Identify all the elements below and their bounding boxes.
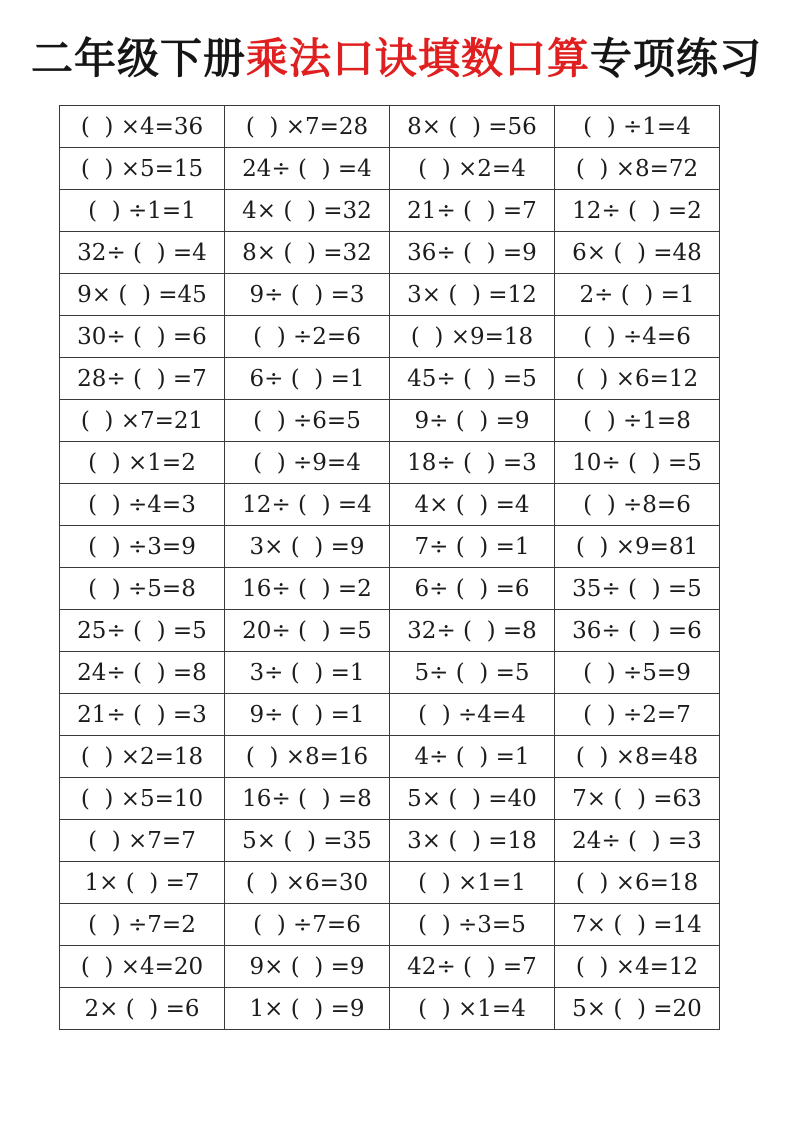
problem-cell: 20÷ ( ) =5	[225, 610, 390, 652]
problem-cell: ( ) ÷3=9	[60, 526, 225, 568]
table-row	[60, 400, 720, 442]
page-title	[0, 34, 793, 84]
problem-cell: ( ) ×6=12	[555, 358, 720, 400]
problem-cell: 9÷ ( ) =9	[390, 400, 555, 442]
problem-cell: 32÷ ( ) =8	[390, 610, 555, 652]
table-row	[60, 526, 720, 568]
table-row	[60, 862, 720, 904]
problem-cell: ( ) ×4=36	[60, 106, 225, 148]
table-row	[60, 610, 720, 652]
problem-cell: ( ) ×6=30	[225, 862, 390, 904]
problem-cell: 28÷ ( ) =7	[60, 358, 225, 400]
problem-cell: ( ) ÷5=9	[555, 652, 720, 694]
problem-cell: 2× ( ) =6	[60, 988, 225, 1030]
problem-cell: 1× ( ) =7	[60, 862, 225, 904]
problem-cell: ( ) ÷1=4	[555, 106, 720, 148]
problem-cell: 5× ( ) =40	[390, 778, 555, 820]
table-row	[60, 778, 720, 820]
problem-cell: 6÷ ( ) =1	[225, 358, 390, 400]
problem-cell: ( ) ÷1=8	[555, 400, 720, 442]
problem-cell: 25÷ ( ) =5	[60, 610, 225, 652]
problem-cell: 30÷ ( ) =6	[60, 316, 225, 358]
problem-cell: 36÷ ( ) =6	[555, 610, 720, 652]
problems-table-body	[60, 106, 720, 1030]
table-row	[60, 988, 720, 1030]
problem-cell: 7× ( ) =14	[555, 904, 720, 946]
problem-cell: 8× ( ) =32	[225, 232, 390, 274]
problem-cell: 8× ( ) =56	[390, 106, 555, 148]
problems-table	[59, 105, 720, 1030]
title-prefix: 二年级下册	[30, 35, 246, 82]
title-highlight: 乘法口诀填数口算	[245, 35, 590, 82]
problem-cell: 5÷ ( ) =5	[390, 652, 555, 694]
table-row	[60, 232, 720, 274]
problem-cell: 21÷ ( ) =3	[60, 694, 225, 736]
title-suffix: 专项练习	[590, 35, 763, 82]
table-row	[60, 484, 720, 526]
problem-cell: ( ) ×4=20	[60, 946, 225, 988]
problem-cell: 10÷ ( ) =5	[555, 442, 720, 484]
problem-cell: ( ) ×4=12	[555, 946, 720, 988]
problem-cell: 9× ( ) =9	[225, 946, 390, 988]
table-row	[60, 904, 720, 946]
problem-cell: 21÷ ( ) =7	[390, 190, 555, 232]
table-row	[60, 442, 720, 484]
problem-cell: ( ) ÷4=4	[390, 694, 555, 736]
problem-cell: ( ) ÷8=6	[555, 484, 720, 526]
problem-cell: 12÷ ( ) =4	[225, 484, 390, 526]
table-row	[60, 568, 720, 610]
problem-cell: ( ) ×6=18	[555, 862, 720, 904]
problem-cell: 3× ( ) =18	[390, 820, 555, 862]
problem-cell: 16÷ ( ) =8	[225, 778, 390, 820]
table-row	[60, 694, 720, 736]
problem-cell: ( ) ×8=72	[555, 148, 720, 190]
problem-cell: ( ) ÷7=6	[225, 904, 390, 946]
problem-cell: ( ) ÷7=2	[60, 904, 225, 946]
table-row	[60, 736, 720, 778]
problem-cell: ( ) ÷2=6	[225, 316, 390, 358]
problem-cell: ( ) ÷2=7	[555, 694, 720, 736]
problem-cell: 3× ( ) =12	[390, 274, 555, 316]
problem-cell: ( ) ×7=28	[225, 106, 390, 148]
problem-cell: 7÷ ( ) =1	[390, 526, 555, 568]
table-row	[60, 148, 720, 190]
problem-cell: ( ) ÷9=4	[225, 442, 390, 484]
problem-cell: ( ) ×2=18	[60, 736, 225, 778]
table-row	[60, 316, 720, 358]
table-row	[60, 946, 720, 988]
problem-cell: 1× ( ) =9	[225, 988, 390, 1030]
problem-cell: 12÷ ( ) =2	[555, 190, 720, 232]
problem-cell: 24÷ ( ) =4	[225, 148, 390, 190]
problem-cell: 2÷ ( ) =1	[555, 274, 720, 316]
problem-cell: 3× ( ) =9	[225, 526, 390, 568]
problem-cell: 4× ( ) =4	[390, 484, 555, 526]
problem-cell: 7× ( ) =63	[555, 778, 720, 820]
problem-cell: 6÷ ( ) =6	[390, 568, 555, 610]
problem-cell: ( ) ÷5=8	[60, 568, 225, 610]
problem-cell: ( ) ×9=18	[390, 316, 555, 358]
problem-cell: 5× ( ) =35	[225, 820, 390, 862]
table-row	[60, 274, 720, 316]
problem-cell: 45÷ ( ) =5	[390, 358, 555, 400]
problem-cell: ( ) ×7=21	[60, 400, 225, 442]
problem-cell: ( ) ×9=81	[555, 526, 720, 568]
problem-cell: ( ) ÷3=5	[390, 904, 555, 946]
problem-cell: 6× ( ) =48	[555, 232, 720, 274]
problem-cell: 4× ( ) =32	[225, 190, 390, 232]
problem-cell: 32÷ ( ) =4	[60, 232, 225, 274]
problem-cell: 36÷ ( ) =9	[390, 232, 555, 274]
problem-cell: ( ) ×5=10	[60, 778, 225, 820]
problem-cell: ( ) ×8=16	[225, 736, 390, 778]
table-row	[60, 820, 720, 862]
problem-cell: 9÷ ( ) =3	[225, 274, 390, 316]
problem-cell: 35÷ ( ) =5	[555, 568, 720, 610]
problem-cell: ( ) ÷1=1	[60, 190, 225, 232]
problem-cell: 24÷ ( ) =3	[555, 820, 720, 862]
problem-cell: ( ) ÷4=6	[555, 316, 720, 358]
problem-cell: ( ) ×1=2	[60, 442, 225, 484]
problem-cell: ( ) ×5=15	[60, 148, 225, 190]
problem-cell: 9÷ ( ) =1	[225, 694, 390, 736]
problem-cell: ( ) ÷6=5	[225, 400, 390, 442]
problem-cell: ( ) ×1=4	[390, 988, 555, 1030]
table-row	[60, 106, 720, 148]
problem-cell: ( ) ÷4=3	[60, 484, 225, 526]
problem-cell: ( ) ×8=48	[555, 736, 720, 778]
problem-cell: 9× ( ) =45	[60, 274, 225, 316]
problem-cell: 16÷ ( ) =2	[225, 568, 390, 610]
problem-cell: ( ) ×1=1	[390, 862, 555, 904]
problem-cell: ( ) ×7=7	[60, 820, 225, 862]
problem-cell: 3÷ ( ) =1	[225, 652, 390, 694]
table-row	[60, 652, 720, 694]
table-row	[60, 190, 720, 232]
problem-cell: ( ) ×2=4	[390, 148, 555, 190]
problem-cell: 4÷ ( ) =1	[390, 736, 555, 778]
problem-cell: 18÷ ( ) =3	[390, 442, 555, 484]
problem-cell: 5× ( ) =20	[555, 988, 720, 1030]
problem-cell: 42÷ ( ) =7	[390, 946, 555, 988]
table-row	[60, 358, 720, 400]
problem-cell: 24÷ ( ) =8	[60, 652, 225, 694]
